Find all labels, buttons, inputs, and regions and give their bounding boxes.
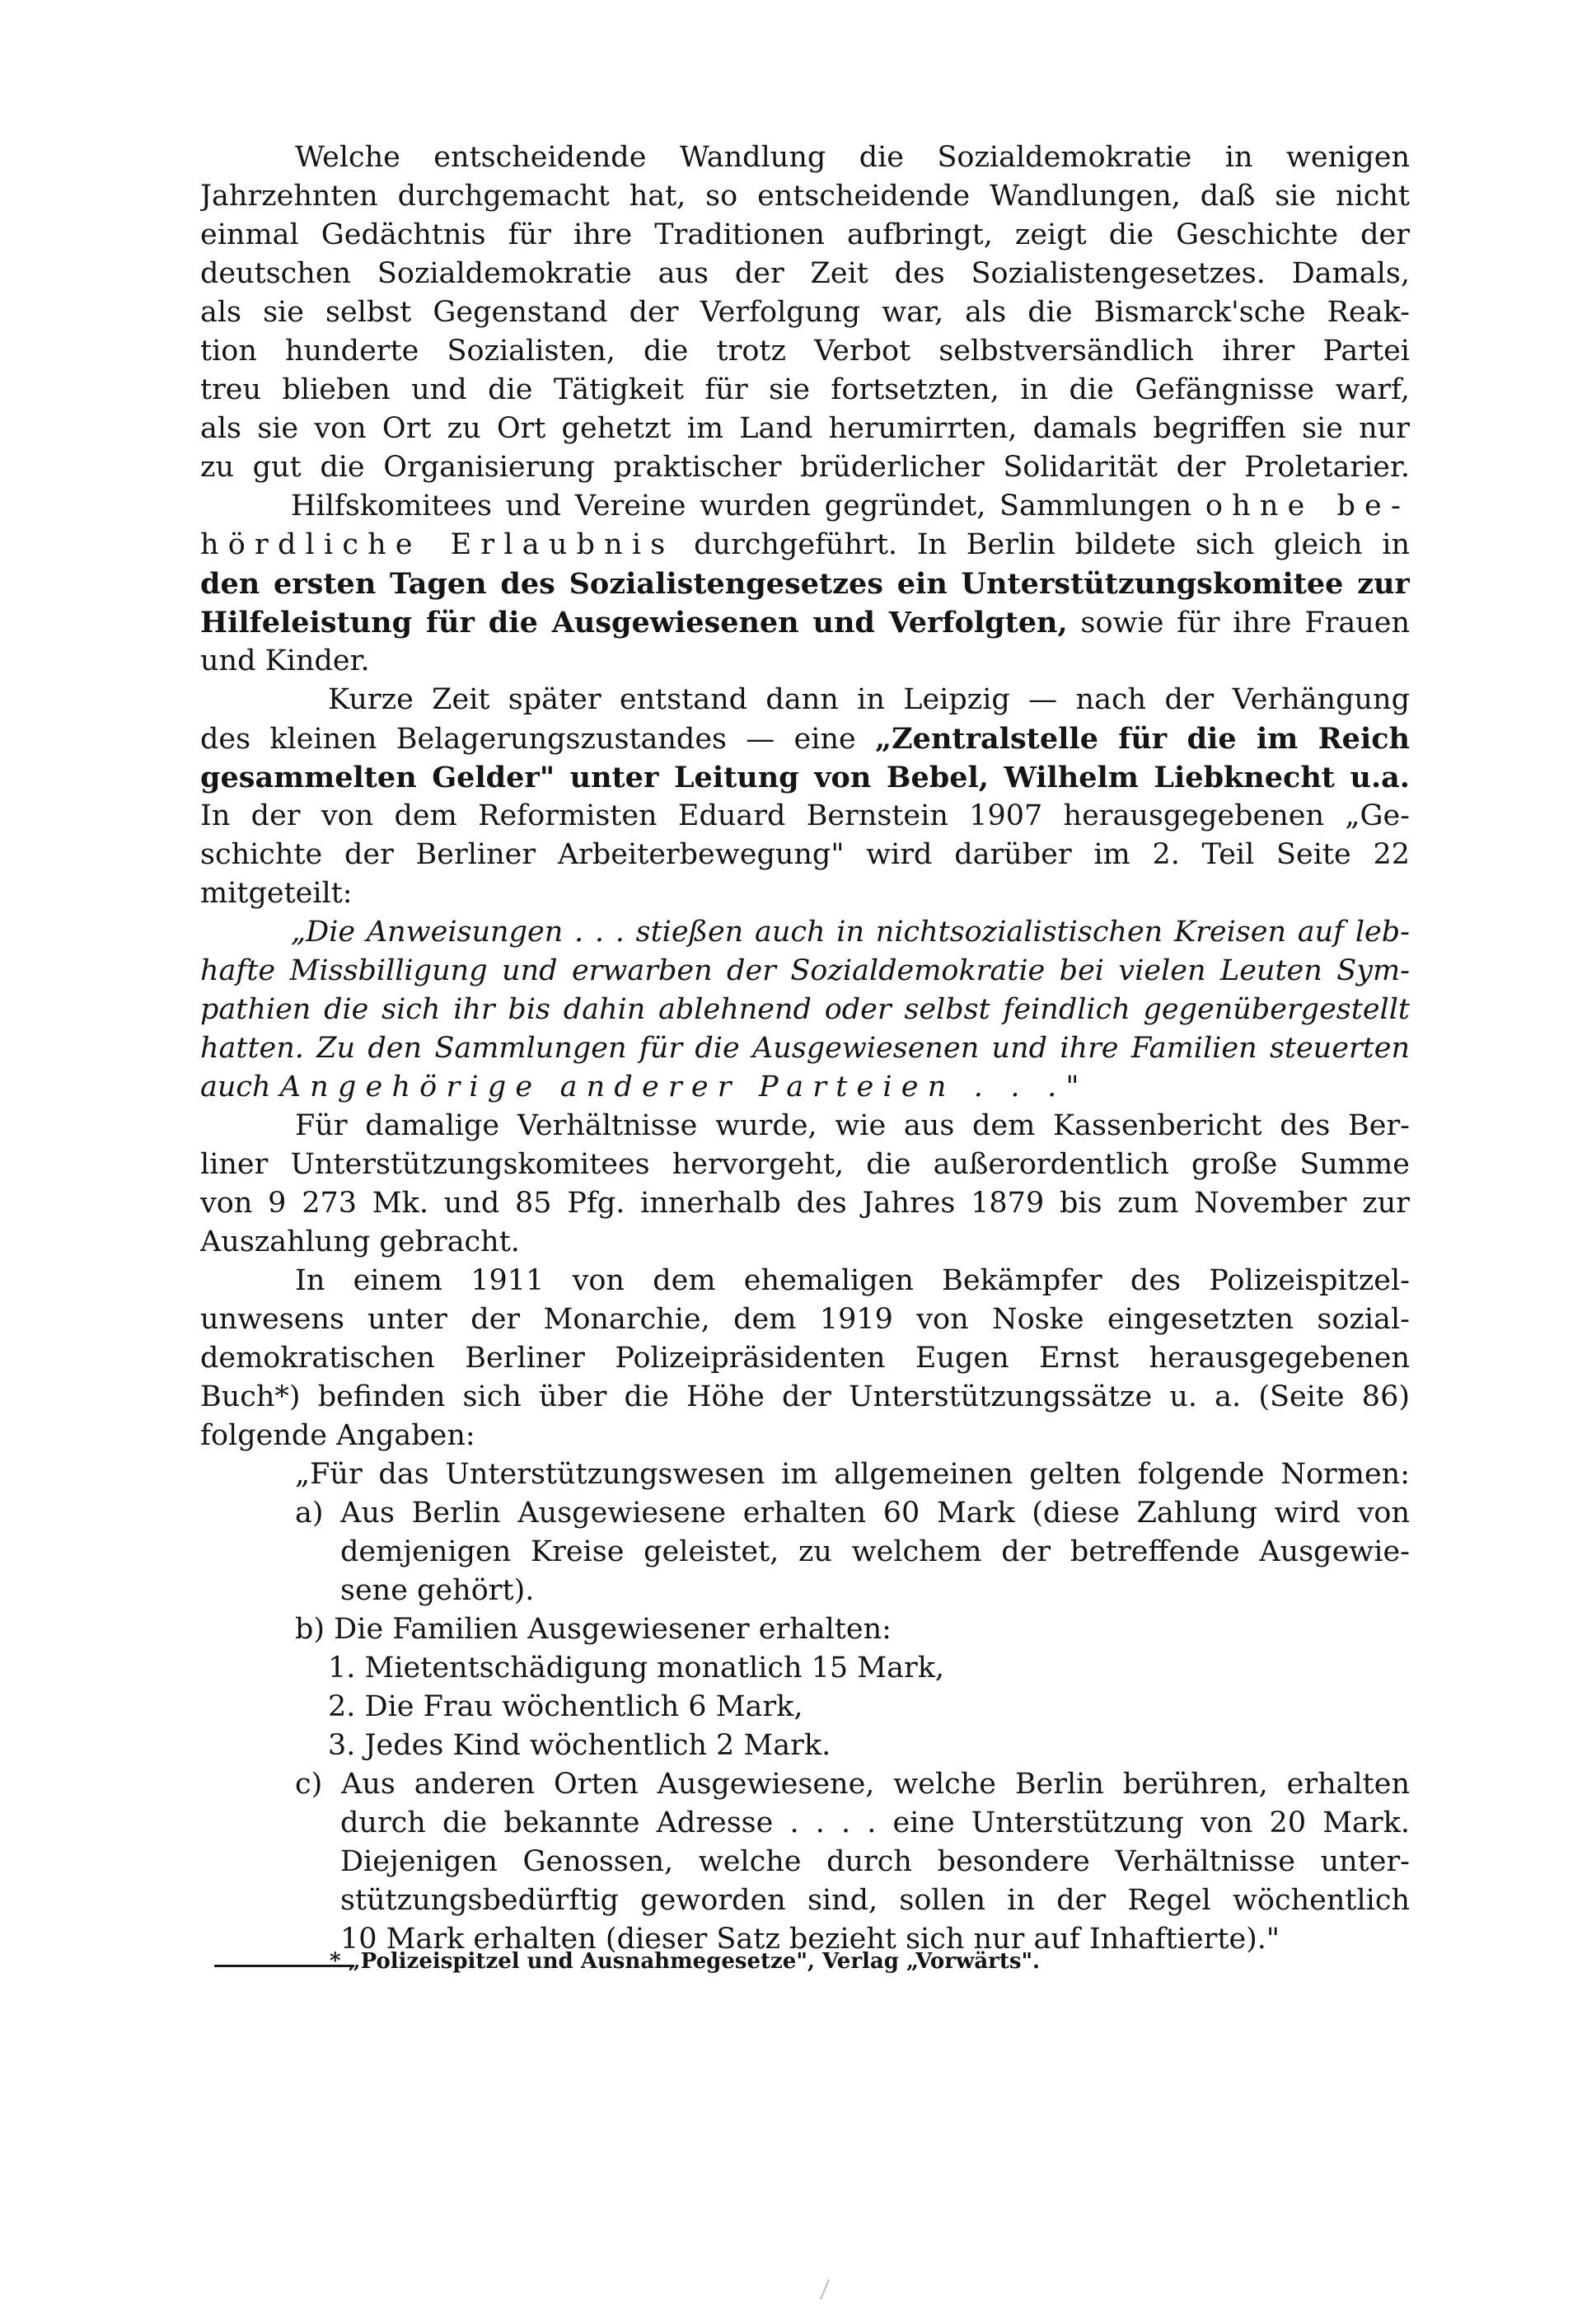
text-line: Welche entscheidende Wandlung die Sozialdemokratie in wenigen xyxy=(295,141,1410,174)
italic-text: hafte Missbilligung und erwarben der Sozialdemokratie bei vielen Leuten Sym- xyxy=(200,954,1410,987)
bold-text: „Zentralstelle für die im Reich xyxy=(875,722,1410,756)
text-line: Buch*) befinden sich über die Höhe der Unterstützungssätze u. a. (Seite 86) xyxy=(200,1380,1410,1413)
quote-line xyxy=(200,1029,1410,1068)
text-line xyxy=(200,719,1410,758)
text-line: Für damalige Verhältnisse wurde, wie aus dem Kassenbericht des Ber- xyxy=(295,1109,1410,1142)
list-item-c: Diejenigen Genossen, welche durch besondere Verhältnisse unter- xyxy=(340,1845,1410,1878)
italic-text: pathien die sich ihr bis dahin ablehnend oder selbst feindlich gegenübergestellt xyxy=(200,993,1410,1026)
text-line: mitgeteilt: xyxy=(200,877,353,910)
quote-line xyxy=(200,991,1410,1029)
text-line: einmal Gedächtnis für ihre Traditionen aufbringt, zeigt die Geschichte der xyxy=(200,218,1410,251)
text-line: zu gut die Organisierung praktischer brüderlicher Solidarität der Proletarier. xyxy=(200,451,1410,484)
bold-text: den ersten Tagen des Sozialistengesetzes ein Unterstützungskomitee zur xyxy=(200,567,1410,601)
list-item-c: stützungsbedürftig geworden sind, sollen in der Regel wöchentlich xyxy=(340,1884,1410,1917)
text-line: von 9 273 Mk. und 85 Pfg. innerhalb des Jahres 1879 bis zum November zur xyxy=(200,1187,1410,1220)
text-span: durchgeführt. In Berlin bildete sich gleich in xyxy=(694,528,1410,561)
text-line: In einem 1911 von dem ehemaligen Bekämpfer des Polizeispitzel- xyxy=(295,1264,1410,1297)
text-line xyxy=(200,603,1410,642)
spaced-emphasis: Angehörige anderer Parteien . . ." xyxy=(279,1071,1088,1103)
text-line: und Kinder. xyxy=(200,644,370,677)
list-item-b-sub: 3. Jedes Kind wöchentlich 2 Mark. xyxy=(328,1729,831,1762)
list-item-c: c) Aus anderen Orten Ausgewiesene, welche Berlin berühren, erhalten xyxy=(295,1768,1410,1801)
body-text xyxy=(200,138,1410,1959)
list-item-a: demjenigen Kreise geleistet, zu welchem der betreffende Ausgewie- xyxy=(340,1535,1410,1568)
text-line: In der von dem Reformisten Eduard Bernstein 1907 herausgegebenen „Ge- xyxy=(200,799,1410,832)
quote-line xyxy=(200,1455,1410,1494)
footnote: * „Polizeispitzel und Ausnahmegesetze", Verlag „Vorwärts". xyxy=(330,1949,1041,1974)
list-item-c: 10 Mark erhalten (dieser Satz bezieht sich nur auf Inhaftierte)." xyxy=(340,1923,1280,1956)
text-line: treu blieben und die Tätigkeit für sie fortsetzten, in die Gefängnisse warf, xyxy=(200,373,1410,406)
text-span: des kleinen Belagerungszustandes — eine xyxy=(200,723,856,756)
text-span: „Für das Unterstützungswesen im allgemeinen gelten folgende Normen: xyxy=(295,1458,1410,1491)
bold-text: Hilfeleistung für die Ausgewiesenen und Verfolgten, xyxy=(200,606,1068,640)
quote-line xyxy=(200,913,1410,952)
quote-line xyxy=(200,952,1410,991)
text-line: als sie von Ort zu Ort gehetzt im Land herumirrten, damals begriffen sie nur xyxy=(200,412,1410,445)
text-line: Jahrzehnten durchgemacht hat, so entscheidende Wandlungen, daß sie nicht xyxy=(200,180,1410,213)
italic-text: „Die Anweisungen . . . stießen auch in nichtsozialistischen Kreisen auf leb- xyxy=(291,916,1410,949)
text-line: liner Unterstützungskomitees hervorgeht, die außerordentlich große Summe xyxy=(200,1148,1410,1181)
text-line: als sie selbst Gegenstand der Verfolgung war, als die Bismarck'sche Reak- xyxy=(200,296,1410,329)
text-line xyxy=(200,565,1410,603)
list-item-a: sene gehört). xyxy=(340,1574,535,1607)
list-item-b-sub: 1. Mietentschädigung monatlich 15 Mark, xyxy=(328,1652,945,1684)
text-line: demokratischen Berliner Polizeipräsidenten Eugen Ernst herausgegebenen xyxy=(200,1342,1410,1375)
list-item-c: durch die bekannte Adresse . . . . eine Unterstützung von 20 Mark. xyxy=(340,1806,1410,1839)
text-line: deutschen Sozialdemokratie aus der Zeit des Sozialistengesetzes. Damals, xyxy=(200,257,1410,290)
text-span: sowie für ihre Frauen xyxy=(1080,607,1410,640)
italic-text: auch xyxy=(200,1071,271,1103)
spaced-emphasis: ohne be- xyxy=(1205,490,1410,522)
text-line xyxy=(200,526,1410,565)
text-line: folgende Angaben: xyxy=(200,1419,475,1452)
spaced-emphasis: hördliche Erlaubnis xyxy=(200,528,675,561)
text-line: unwesens unter der Monarchie, dem 1919 von Noske eingesetzten sozial- xyxy=(200,1303,1410,1336)
quote-line xyxy=(200,1068,1410,1107)
bold-text: gesammelten Gelder" unter Leitung von Bebel, Wilhelm Liebknecht u.a. xyxy=(200,761,1410,794)
italic-text: hatten. Zu den Sammlungen für die Ausgewiesenen und ihre Familien steuerten xyxy=(200,1032,1410,1065)
text-span: Hilfskomitees und Vereine wurden gegründet, Sammlungen xyxy=(291,490,1192,522)
text-line xyxy=(200,487,1410,526)
scan-mark-icon xyxy=(817,2276,834,2301)
text-line: schichte der Berliner Arbeiterbewegung" wird darüber im 2. Teil Seite 22 xyxy=(200,838,1410,871)
list-item-a: a) Aus Berlin Ausgewiesene erhalten 60 Mark (diese Zahlung wird von xyxy=(295,1497,1410,1530)
list-item-b: b) Die Familien Ausgewiesener erhalten: xyxy=(295,1613,892,1646)
text-line: Auszahlung gebracht. xyxy=(200,1225,520,1258)
text-line: Kurze Zeit später entstand dann in Leipzig — nach der Verhängung xyxy=(328,683,1410,716)
text-line xyxy=(200,758,1410,797)
list-item-b-sub: 2. Die Frau wöchentlich 6 Mark, xyxy=(328,1690,803,1723)
text-line: tion hunderte Sozialisten, die trotz Verbot selbstversändlich ihrer Partei xyxy=(200,335,1410,368)
